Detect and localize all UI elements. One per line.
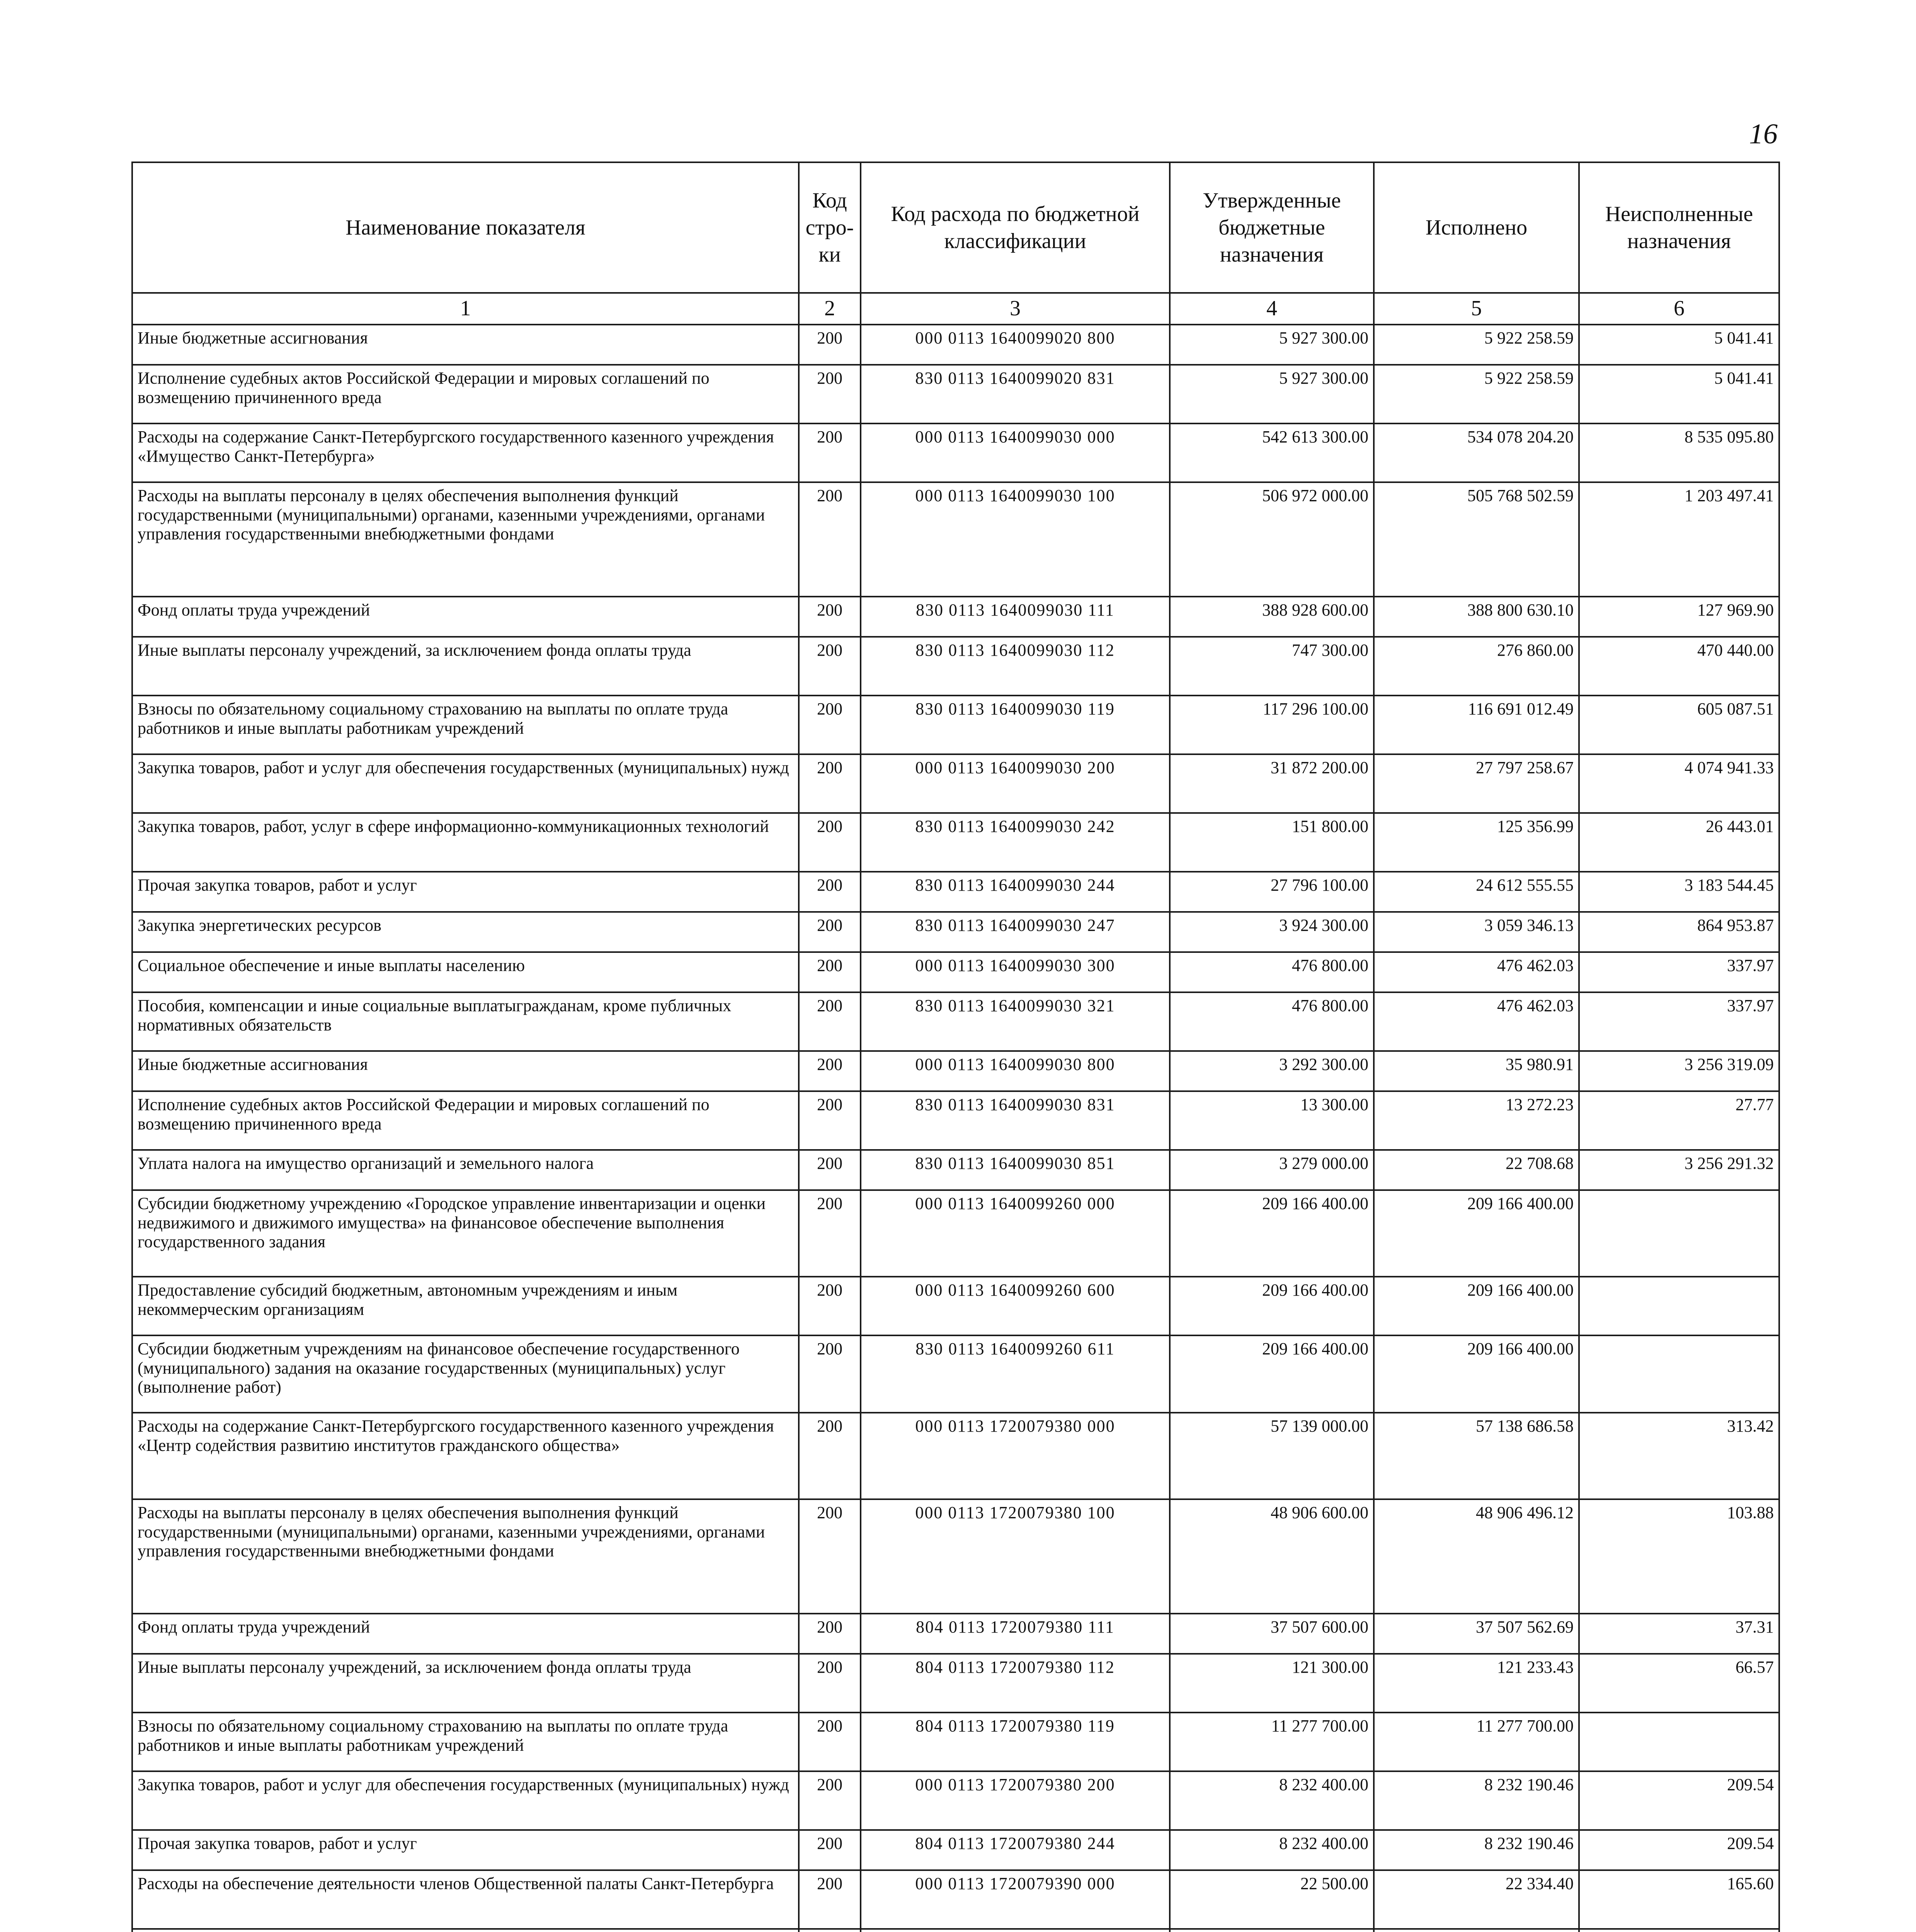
executed-amount-cell: 8 232 190.46	[1374, 1830, 1579, 1870]
table-row	[132, 325, 1779, 365]
unexecuted-amount-cell: 26 443.01	[1579, 813, 1779, 872]
indicator-name-cell: Расходы на обеспечение деятельности членов Общественной палаты Санкт-Петербурга	[132, 1870, 799, 1929]
executed-amount-cell: 209 166 400.00	[1374, 1190, 1579, 1277]
expense-code-cell: 000 0113 1640099030 800	[861, 1051, 1170, 1091]
unexecuted-amount-cell: 37.31	[1579, 1614, 1779, 1654]
table-row	[132, 992, 1779, 1051]
row-code-cell: 200	[799, 872, 861, 912]
unexecuted-amount-cell: 605 087.51	[1579, 696, 1779, 754]
expense-code-cell: 000 0113 1640099030 200	[861, 754, 1170, 813]
table-row	[132, 1091, 1779, 1150]
header-row-code: Код стро-ки	[799, 162, 861, 293]
table-row	[132, 1870, 1779, 1929]
indicator-name-cell: Расходы на содержание Санкт-Петербургского государственного казенного учреждения «Центр содействия развитию институтов гражданского общества»	[132, 1413, 799, 1499]
approved-amount-cell: 22 500.00	[1170, 1870, 1374, 1929]
row-code-cell: 200	[799, 597, 861, 637]
expense-code-cell: 830 0113 1640099030 831	[861, 1091, 1170, 1150]
expense-code-cell: 000 0113 1640099030 000	[861, 423, 1170, 482]
table-row	[132, 1150, 1779, 1190]
indicator-name-cell: Субсидии бюджетным учреждениям на финансовое обеспечение государственного (муниципального) задания на оказание государственных (муниципальных) услуг (выполнение работ)	[132, 1335, 799, 1413]
approved-amount-cell: 3 292 300.00	[1170, 1051, 1374, 1091]
unexecuted-amount-cell	[1579, 1190, 1779, 1277]
table-row	[132, 1771, 1779, 1830]
unexecuted-amount-cell	[1579, 1713, 1779, 1771]
approved-amount-cell: 48 906 600.00	[1170, 1499, 1374, 1614]
unexecuted-amount-cell: 66.57	[1579, 1654, 1779, 1713]
expense-code-cell: 830 0113 1640099030 244	[861, 872, 1170, 912]
executed-amount-cell: 534 078 204.20	[1374, 423, 1579, 482]
table-row	[132, 1190, 1779, 1277]
header-indicator-name: Наименование показателя	[132, 162, 799, 293]
table-row	[132, 952, 1779, 992]
row-code-cell: 200	[799, 696, 861, 754]
expense-code-cell: 830 0113 1640099030 321	[861, 992, 1170, 1051]
unexecuted-amount-cell	[1579, 1335, 1779, 1413]
unexecuted-amount-cell: 3 183 544.45	[1579, 872, 1779, 912]
indicator-name-cell: Иные выплаты персоналу учреждений, за исключением фонда оплаты труда	[132, 637, 799, 696]
executed-amount-cell: 3 059 346.13	[1374, 912, 1579, 952]
executed-amount-cell: 476 462.03	[1374, 992, 1579, 1051]
executed-amount-cell: 24 612 555.55	[1374, 872, 1579, 912]
unexecuted-amount-cell: 470 440.00	[1579, 637, 1779, 696]
indicator-name-cell: Исполнение судебных актов Российской Федерации и мировых соглашений по возмещению причиненного вреда	[132, 1091, 799, 1150]
row-code-cell: 200	[799, 482, 861, 597]
table-row	[132, 1654, 1779, 1713]
unexecuted-amount-cell: 127 969.90	[1579, 597, 1779, 637]
approved-amount-cell	[1170, 1929, 1374, 1932]
executed-amount-cell: 276 860.00	[1374, 637, 1579, 696]
row-code-cell: 200	[799, 1413, 861, 1499]
expense-code-cell: 000 0113 1640099260 000	[861, 1190, 1170, 1277]
row-code-cell: 200	[799, 1190, 861, 1277]
indicator-name-cell: Уплата налога на имущество организаций и земельного налога	[132, 1150, 799, 1190]
page-number: 16	[1749, 118, 1778, 150]
expense-code-cell: 804 0113 1720079380 244	[861, 1830, 1170, 1870]
table-row	[132, 482, 1779, 597]
table-row	[132, 637, 1779, 696]
row-code-cell: 200	[799, 1654, 861, 1713]
indicator-name-cell: Взносы по обязательному социальному страхованию на выплаты по оплате труда работников и иные выплаты работникам учреждений	[132, 1713, 799, 1771]
row-code-cell: 200	[799, 1150, 861, 1190]
approved-amount-cell: 209 166 400.00	[1170, 1335, 1374, 1413]
expense-code-cell	[861, 1929, 1170, 1932]
approved-amount-cell: 8 232 400.00	[1170, 1771, 1374, 1830]
column-number: 1	[132, 293, 799, 325]
expense-code-cell: 000 0113 1640099030 100	[861, 482, 1170, 597]
unexecuted-amount-cell	[1579, 1277, 1779, 1335]
expense-code-cell: 000 0113 1720079380 000	[861, 1413, 1170, 1499]
approved-amount-cell: 11 277 700.00	[1170, 1713, 1374, 1771]
expense-code-cell: 830 0113 1640099030 112	[861, 637, 1170, 696]
column-number: 6	[1579, 293, 1779, 325]
approved-amount-cell: 388 928 600.00	[1170, 597, 1374, 637]
executed-amount-cell: 48 906 496.12	[1374, 1499, 1579, 1614]
column-number: 4	[1170, 293, 1374, 325]
row-code-cell: 200	[799, 912, 861, 952]
indicator-name-cell: Расходы на выплаты персоналу в целях обеспечения выполнения функций государственными (муниципальными) органами, казенными учреждениями, органами управления государственными внебюджетными фондами	[132, 482, 799, 597]
approved-amount-cell: 476 800.00	[1170, 992, 1374, 1051]
expense-code-cell: 830 0113 1640099030 247	[861, 912, 1170, 952]
approved-amount-cell: 117 296 100.00	[1170, 696, 1374, 754]
executed-amount-cell: 27 797 258.67	[1374, 754, 1579, 813]
indicator-name-cell: Расходы на содержание Санкт-Петербургского государственного казенного учреждения «Имущество Санкт-Петербурга»	[132, 423, 799, 482]
unexecuted-amount-cell: 209.54	[1579, 1830, 1779, 1870]
executed-amount-cell: 13 272.23	[1374, 1091, 1579, 1150]
executed-amount-cell: 22 708.68	[1374, 1150, 1579, 1190]
approved-amount-cell: 747 300.00	[1170, 637, 1374, 696]
executed-amount-cell: 209 166 400.00	[1374, 1277, 1579, 1335]
approved-amount-cell: 121 300.00	[1170, 1654, 1374, 1713]
expense-code-cell: 000 0113 1720079390 000	[861, 1870, 1170, 1929]
executed-amount-cell: 5 922 258.59	[1374, 365, 1579, 423]
table-row	[132, 872, 1779, 912]
table-row	[132, 1830, 1779, 1870]
table-row	[132, 365, 1779, 423]
row-code-cell: 200	[799, 1277, 861, 1335]
unexecuted-amount-cell: 337.97	[1579, 952, 1779, 992]
indicator-name-cell: Закупка товаров, работ и услуг для обеспечения государственных (муниципальных) нужд	[132, 1771, 799, 1830]
expense-code-cell: 830 0113 1640099030 119	[861, 696, 1170, 754]
executed-amount-cell: 209 166 400.00	[1374, 1335, 1579, 1413]
expense-code-cell: 830 0113 1640099030 851	[861, 1150, 1170, 1190]
expense-code-cell: 830 0113 1640099030 111	[861, 597, 1170, 637]
header-executed: Исполнено	[1374, 162, 1579, 293]
approved-amount-cell: 57 139 000.00	[1170, 1413, 1374, 1499]
executed-amount-cell: 8 232 190.46	[1374, 1771, 1579, 1830]
approved-amount-cell: 151 800.00	[1170, 813, 1374, 872]
header-unexecuted: Неисполненные назначения	[1579, 162, 1779, 293]
indicator-name-cell: Исполнение судебных актов Российской Федерации и мировых соглашений по возмещению причиненного вреда	[132, 365, 799, 423]
executed-amount-cell: 125 356.99	[1374, 813, 1579, 872]
expense-code-cell: 804 0113 1720079380 112	[861, 1654, 1170, 1713]
approved-amount-cell: 13 300.00	[1170, 1091, 1374, 1150]
row-code-cell: 200	[799, 1771, 861, 1830]
budget-execution-table	[131, 162, 1780, 1932]
approved-amount-cell: 5 927 300.00	[1170, 325, 1374, 365]
expense-code-cell: 000 0113 1640099030 300	[861, 952, 1170, 992]
indicator-name-cell	[132, 1929, 799, 1932]
indicator-name-cell: Расходы на выплаты персоналу в целях обеспечения выполнения функций государственными (муниципальными) органами, казенными учреждениями, органами управления государственными внебюджетными фондами	[132, 1499, 799, 1614]
table-row	[132, 423, 1779, 482]
row-code-cell: 200	[799, 813, 861, 872]
expense-code-cell: 000 0113 1720079380 200	[861, 1771, 1170, 1830]
row-code-cell: 200	[799, 1614, 861, 1654]
header-row	[132, 162, 1779, 293]
unexecuted-amount-cell: 165.60	[1579, 1870, 1779, 1929]
approved-amount-cell: 506 972 000.00	[1170, 482, 1374, 597]
row-code-cell: 200	[799, 754, 861, 813]
row-code-cell: 200	[799, 992, 861, 1051]
table-row	[132, 1277, 1779, 1335]
approved-amount-cell: 209 166 400.00	[1170, 1190, 1374, 1277]
row-code-cell: 200	[799, 365, 861, 423]
unexecuted-amount-cell: 103.88	[1579, 1499, 1779, 1614]
table-row	[132, 1335, 1779, 1413]
expense-code-cell: 000 0113 1720079380 100	[861, 1499, 1170, 1614]
row-code-cell: 200	[799, 1830, 861, 1870]
indicator-name-cell: Иные бюджетные ассигнования	[132, 1051, 799, 1091]
approved-amount-cell: 5 927 300.00	[1170, 365, 1374, 423]
table-row	[132, 1499, 1779, 1614]
executed-amount-cell	[1374, 1929, 1579, 1932]
indicator-name-cell: Субсидии бюджетному учреждению «Городское управление инвентаризации и оценки недвижимого и движимого имущества» на финансовое обеспечение выполнения государственного задания	[132, 1190, 799, 1277]
row-code-cell: 200	[799, 1335, 861, 1413]
unexecuted-amount-cell: 5 041.41	[1579, 365, 1779, 423]
row-code-cell	[799, 1929, 861, 1932]
executed-amount-cell: 476 462.03	[1374, 952, 1579, 992]
indicator-name-cell: Закупка товаров, работ, услуг в сфере информационно-коммуникационных технологий	[132, 813, 799, 872]
approved-amount-cell: 8 232 400.00	[1170, 1830, 1374, 1870]
executed-amount-cell: 5 922 258.59	[1374, 325, 1579, 365]
approved-amount-cell: 476 800.00	[1170, 952, 1374, 992]
header-approved: Утвержденные бюджетные назначения	[1170, 162, 1374, 293]
executed-amount-cell: 505 768 502.59	[1374, 482, 1579, 597]
unexecuted-amount-cell: 313.42	[1579, 1413, 1779, 1499]
row-code-cell: 200	[799, 1051, 861, 1091]
indicator-name-cell: Прочая закупка товаров, работ и услуг	[132, 872, 799, 912]
expense-code-cell: 000 0113 1640099020 800	[861, 325, 1170, 365]
executed-amount-cell: 35 980.91	[1374, 1051, 1579, 1091]
row-code-cell: 200	[799, 423, 861, 482]
table-row	[132, 813, 1779, 872]
expense-code-cell: 830 0113 1640099260 611	[861, 1335, 1170, 1413]
expense-code-cell: 830 0113 1640099020 831	[861, 365, 1170, 423]
row-code-cell: 200	[799, 1713, 861, 1771]
table-row	[132, 1051, 1779, 1091]
unexecuted-amount-cell: 27.77	[1579, 1091, 1779, 1150]
approved-amount-cell: 37 507 600.00	[1170, 1614, 1374, 1654]
column-number: 2	[799, 293, 861, 325]
indicator-name-cell: Иные бюджетные ассигнования	[132, 325, 799, 365]
unexecuted-amount-cell: 3 256 319.09	[1579, 1051, 1779, 1091]
table-row	[132, 912, 1779, 952]
table-row	[132, 1614, 1779, 1654]
executed-amount-cell: 22 334.40	[1374, 1870, 1579, 1929]
header-expense-code: Код расхода по бюджетной классификации	[861, 162, 1170, 293]
table-row	[132, 1929, 1779, 1932]
approved-amount-cell: 542 613 300.00	[1170, 423, 1374, 482]
approved-amount-cell: 31 872 200.00	[1170, 754, 1374, 813]
indicator-name-cell: Пособия, компенсации и иные социальные выплатыгражданам, кроме публичных нормативных обязательств	[132, 992, 799, 1051]
row-code-cell: 200	[799, 1091, 861, 1150]
table-row	[132, 1713, 1779, 1771]
unexecuted-amount-cell: 4 074 941.33	[1579, 754, 1779, 813]
executed-amount-cell: 37 507 562.69	[1374, 1614, 1579, 1654]
expense-code-cell: 830 0113 1640099030 242	[861, 813, 1170, 872]
unexecuted-amount-cell: 1 203 497.41	[1579, 482, 1779, 597]
expense-code-cell: 804 0113 1720079380 119	[861, 1713, 1170, 1771]
indicator-name-cell: Фонд оплаты труда учреждений	[132, 597, 799, 637]
indicator-name-cell: Предоставление субсидий бюджетным, автономным учреждениям и иным некоммерческим организациям	[132, 1277, 799, 1335]
indicator-name-cell: Закупка товаров, работ и услуг для обеспечения государственных (муниципальных) нужд	[132, 754, 799, 813]
indicator-name-cell: Иные выплаты персоналу учреждений, за исключением фонда оплаты труда	[132, 1654, 799, 1713]
column-number: 5	[1374, 293, 1579, 325]
unexecuted-amount-cell	[1579, 1929, 1779, 1932]
approved-amount-cell: 209 166 400.00	[1170, 1277, 1374, 1335]
table-row	[132, 597, 1779, 637]
unexecuted-amount-cell: 209.54	[1579, 1771, 1779, 1830]
row-code-cell: 200	[799, 1499, 861, 1614]
row-code-cell: 200	[799, 325, 861, 365]
executed-amount-cell: 57 138 686.58	[1374, 1413, 1579, 1499]
indicator-name-cell: Закупка энергетических ресурсов	[132, 912, 799, 952]
expense-code-cell: 804 0113 1720079380 111	[861, 1614, 1170, 1654]
executed-amount-cell: 11 277 700.00	[1374, 1713, 1579, 1771]
approved-amount-cell: 27 796 100.00	[1170, 872, 1374, 912]
column-number: 3	[861, 293, 1170, 325]
approved-amount-cell: 3 279 000.00	[1170, 1150, 1374, 1190]
unexecuted-amount-cell: 864 953.87	[1579, 912, 1779, 952]
unexecuted-amount-cell: 3 256 291.32	[1579, 1150, 1779, 1190]
executed-amount-cell: 116 691 012.49	[1374, 696, 1579, 754]
row-code-cell: 200	[799, 1870, 861, 1929]
unexecuted-amount-cell: 8 535 095.80	[1579, 423, 1779, 482]
indicator-name-cell: Взносы по обязательному социальному страхованию на выплаты по оплате труда работников и иные выплаты работникам учреждений	[132, 696, 799, 754]
approved-amount-cell: 3 924 300.00	[1170, 912, 1374, 952]
indicator-name-cell: Фонд оплаты труда учреждений	[132, 1614, 799, 1654]
table-row	[132, 696, 1779, 754]
table-row	[132, 754, 1779, 813]
unexecuted-amount-cell: 5 041.41	[1579, 325, 1779, 365]
executed-amount-cell: 388 800 630.10	[1374, 597, 1579, 637]
indicator-name-cell: Социальное обеспечение и иные выплаты населению	[132, 952, 799, 992]
executed-amount-cell: 121 233.43	[1374, 1654, 1579, 1713]
expense-code-cell: 000 0113 1640099260 600	[861, 1277, 1170, 1335]
indicator-name-cell: Прочая закупка товаров, работ и услуг	[132, 1830, 799, 1870]
unexecuted-amount-cell: 337.97	[1579, 992, 1779, 1051]
row-code-cell: 200	[799, 952, 861, 992]
column-number-row	[132, 293, 1779, 325]
row-code-cell: 200	[799, 637, 861, 696]
table-row	[132, 1413, 1779, 1499]
